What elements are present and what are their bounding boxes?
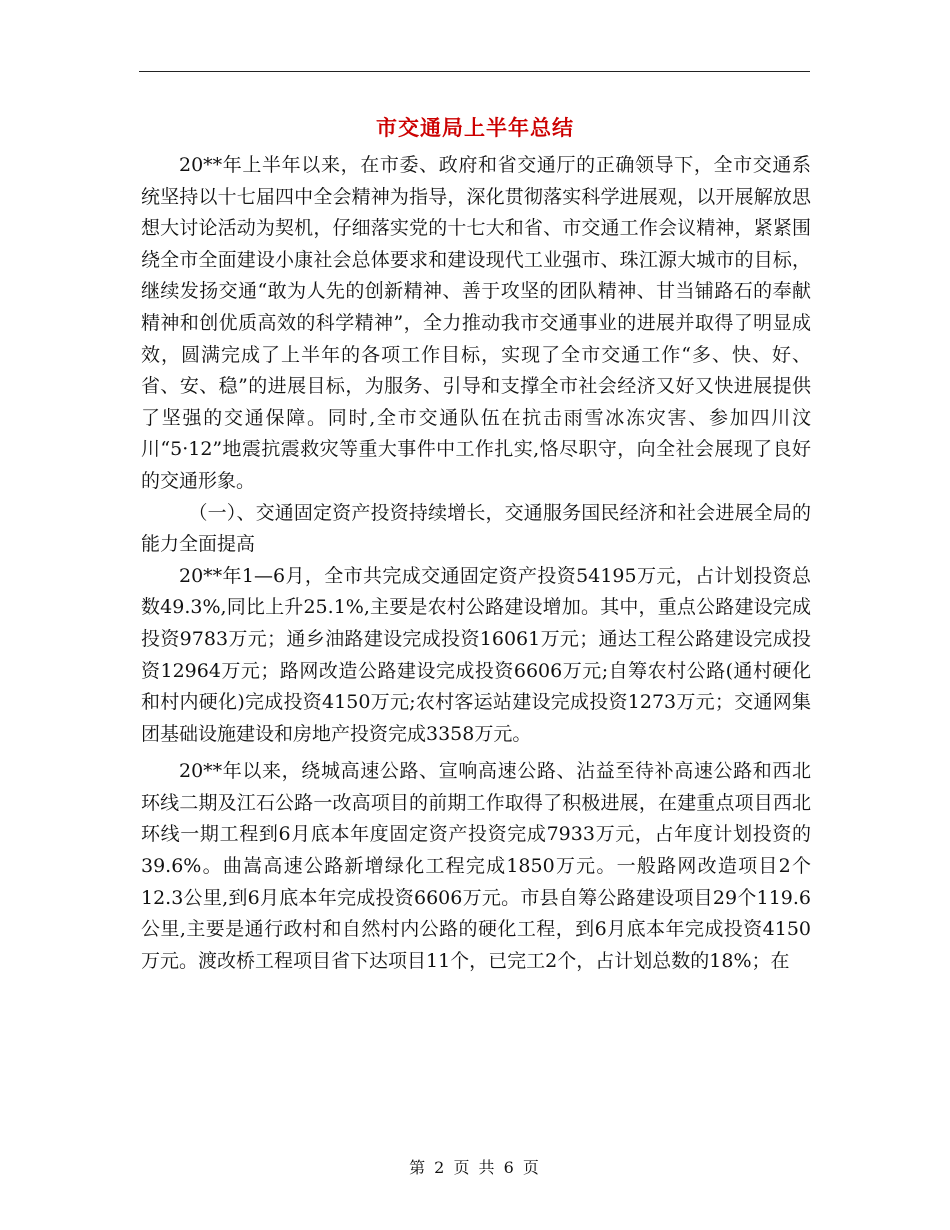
paragraph-investment: 20**年1—6月，全市共完成交通固定资产投资54195万元，占计划投资总数49.3%,同比上升25.1%,主要是农村公路建设增加。其中，重点公路建设完成投资9783万元；通乡油路建设完成投资16061万元；通达工程公路建设完成投资12964万元；路网改造公路建设完成投资6606万元;自筹农村公路(通村硬化和村内硬化)完成投资4150万元;农村客运站建设完成投资1273万元；交通网集团基础设施建设和房地产投资完成3358万元。 — [141, 564, 811, 745]
section-heading: （一）、交通固定资产投资持续增长，交通服务国民经济和社会进展全局的能力全面提高 — [141, 501, 811, 556]
document-body — [141, 150, 811, 977]
header-rule — [139, 71, 810, 72]
paragraph-projects: 20**年以来，绕城高速公路、宣响高速公路、沾益至待补高速公路和西北环线二期及江石公路一改高项目的前期工作取得了积极进展，在建重点项目西北环线一期工程到6月底本年度固定资产投资完成7933万元，占年度计划投资的39.6%。曲嵩高速公路新增绿化工程完成1850万元。一般路网改造项目2个12.3公里,到6月底本年完成投资6606万元。市县自筹公路建设项目29个119.6公里,主要是通行政村和自然村内公路的硬化工程，到6月底本年完成投资4150万元。渡改桥工程项目省下达项目11个，已完工2个，占计划总数的18%；在 — [141, 760, 811, 972]
page-title: 市交通局上半年总结 — [376, 116, 574, 140]
page-footer: 第 2 页 共 6 页 — [409, 1158, 541, 1177]
paragraph-intro: 20**年上半年以来，在市委、政府和省交通厅的正确领导下，全市交通系统坚持以十七届四中全会精神为指导，深化贯彻落实科学进展观，以开展解放思想大讨论活动为契机，仔细落实党的十七大和省、市交通工作会议精神，紧紧围绕全市全面建设小康社会总体要求和建设现代工业强市、珠江源大城市的目标，继续发扬交通“敢为人先的创新精神、善于攻坚的团队精神、甘当铺路石的奉献精神和创优质高效的科学精神”，全力推动我市交通事业的进展并取得了明显成效，圆满完成了上半年的各项工作目标，实现了全市交通工作“多、快、好、省、安、稳”的进展目标，为服务、引导和支撑全市社会经济又好又快进展提供了坚强的交通保障。同时,全市交通队伍在抗击雨雪冰冻灾害、参加四川汶川“5·12”地震抗震救灾等重大事件中工作扎实,恪尽职守，向全社会展现了良好的交通形象。 — [141, 154, 811, 492]
